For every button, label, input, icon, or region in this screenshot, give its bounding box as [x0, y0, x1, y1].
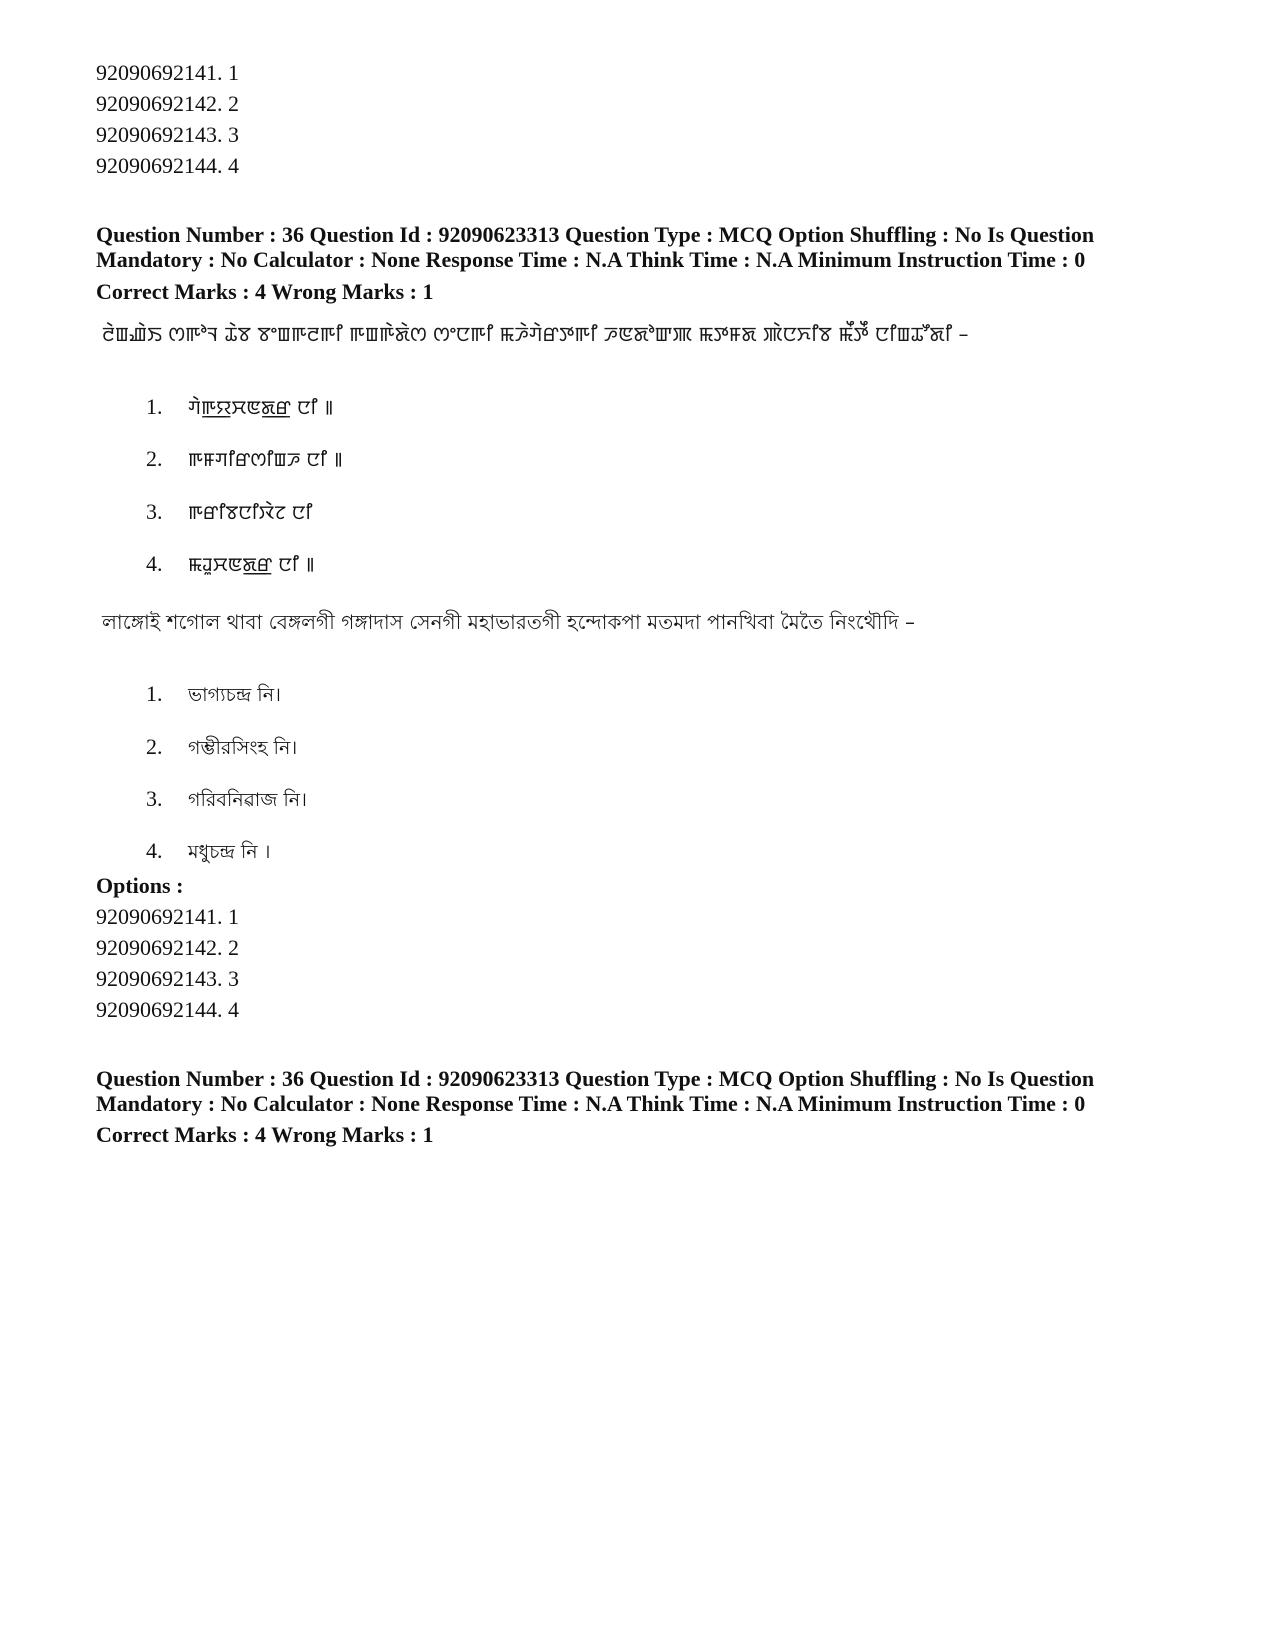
question-marks-line: Correct Marks : 4 Wrong Marks : 1: [96, 279, 434, 304]
option-text: মধুচন্দ্র নি ।: [188, 841, 271, 863]
meitei-option: [146, 446, 343, 473]
option-id-line: 92090692144. 4: [96, 997, 239, 1022]
option-number: 3.: [146, 786, 163, 811]
option-id-line: 92090692143. 3: [96, 966, 239, 991]
option-id-line: 92090692142. 2: [96, 935, 239, 960]
meitei-option: [146, 551, 315, 578]
bengali-question-text: লাঙ্গোই শগোল থাবা বেঙ্গলগী গঙ্গাদাস সেনগী মহাভারতগী হন্দোকপা মতমদা পানখিবা মৈতৈ নিংথৌদি –: [102, 610, 916, 634]
option-text: ভাগ্যচন্দ্র নি।: [188, 684, 281, 706]
option-text: ꯚꯥꯒ꯭ꯌꯆꯟꯗ꯭ꯔ ꯅꯤ ꯫: [188, 397, 334, 419]
option-number: 4.: [146, 551, 163, 576]
option-number: 2.: [146, 734, 163, 759]
option-text: ꯒꯔꯤꯕꯅꯤꯋꯥꯖ ꯅꯤ: [188, 502, 313, 524]
meitei-option: [146, 394, 333, 421]
option-id-line: 92090692141. 1: [96, 904, 239, 929]
option-id-line: 92090692142. 2: [96, 91, 239, 116]
option-id-line: 92090692143. 3: [96, 122, 239, 147]
option-number: 1.: [146, 394, 163, 419]
options-heading: Options :: [96, 873, 184, 898]
option-id-line: 92090692144. 4: [96, 153, 239, 178]
option-text: ꯒꯝꯚꯤꯔꯁꯤꯡꯍ ꯅꯤ ꯫: [188, 449, 343, 471]
option-text: গম্ভীরসিংহ নি।: [188, 737, 298, 759]
question-header-line: Question Number : 36 Question Id : 92090623313 Question Type : MCQ Option Shuffling : No Is Question: [96, 222, 1095, 247]
meitei-option: [146, 499, 312, 526]
question-header-line: Question Number : 36 Question Id : 92090623313 Question Type : MCQ Option Shuffling : No Is Question: [96, 1066, 1095, 1091]
option-number: 1.: [146, 681, 163, 706]
option-number: 2.: [146, 446, 163, 471]
bengali-option: [146, 681, 281, 708]
option-text: ꯃꯙꯨꯆꯟꯗ꯭ꯔ ꯅꯤ ꯫: [188, 554, 315, 576]
question-marks-line: Correct Marks : 4 Wrong Marks : 1: [96, 1122, 434, 1147]
question-header-line: Mandatory : No Calculator : None Response Time : N.A Think Time : N.A Minimum Instruction Time : 0: [96, 247, 1086, 272]
meitei-question-text: ꯂꯥꯡꯉꯥꯏ ꯁꯒꯣꯜ ꯊꯥꯕ ꯕꯦꯡꯒꯂꯒꯤ ꯒꯡꯒꯥꯗꯥꯁ ꯁꯦꯅꯒꯤ ꯃꯍꯥꯚꯥꯔꯇꯒꯤ ꯍꯟꯗꯣꯛꯄ ꯃꯇꯝꯗ ꯄꯥꯅꯈꯤꯕ ꯃꯩꯇꯩ ꯅꯤꯡꯊꯧꯗꯤ –: [102, 322, 969, 346]
bengali-option: [146, 786, 307, 813]
bengali-option: [146, 838, 270, 865]
option-number: 4.: [146, 838, 163, 863]
bengali-option: [146, 734, 297, 761]
question-header-line: Mandatory : No Calculator : None Response Time : N.A Think Time : N.A Minimum Instruction Time : 0: [96, 1091, 1086, 1116]
option-number: 3.: [146, 499, 163, 524]
option-id-line: 92090692141. 1: [96, 60, 239, 85]
option-text: গরিবনিৱাজ নি।: [188, 789, 307, 811]
